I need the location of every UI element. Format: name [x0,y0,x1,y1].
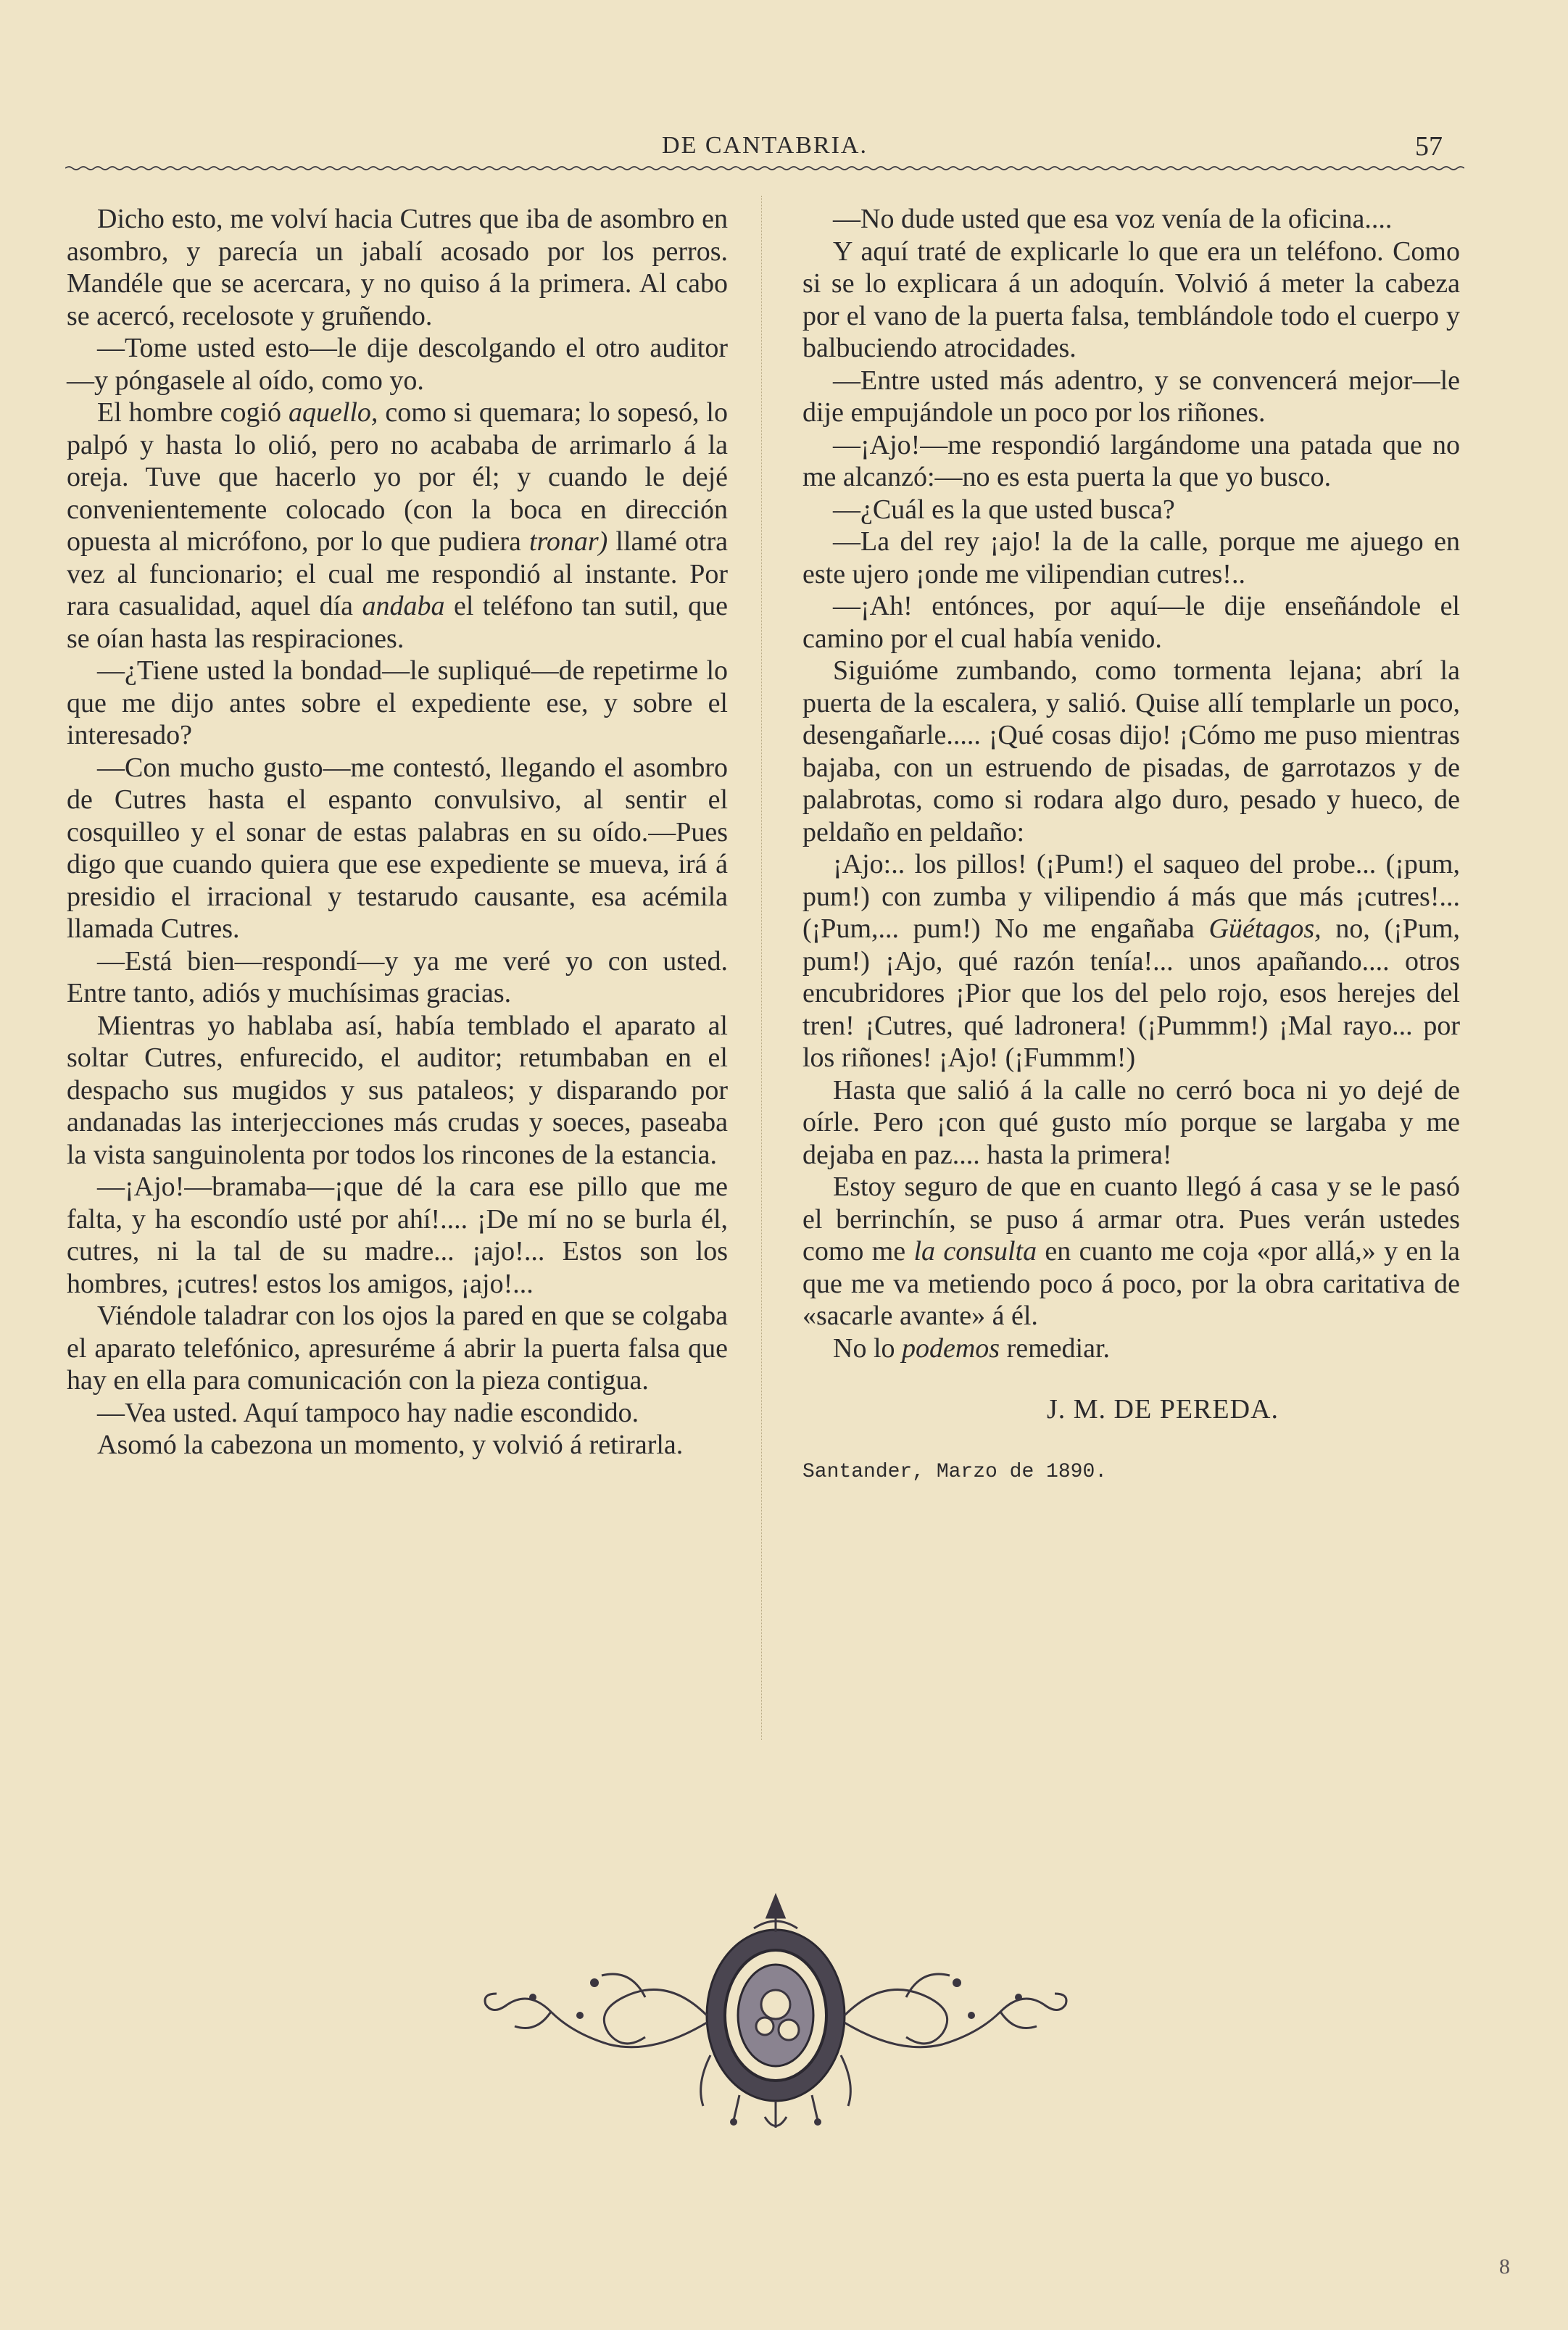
left-column-paragraph: —Tome usted esto—le dije descolgando el otro auditor—y póngasele al oído, como yo. [67,333,728,396]
right-column-paragraph: No lo podemos remediar. [833,1332,1111,1364]
left-column-paragraph: —Está bien—respondí—y ya me veré yo con usted. Entre tanto, adiós y muchísimas gracias. [67,945,728,1008]
right-column [802,203,1460,1488]
left-column-paragraph: Asomó la cabezona un momento, y volvió á retirarla. [97,1430,684,1460]
decorative-ornament-icon [464,1889,1087,2135]
author-signature: J. M. DE PEREDA. [1046,1394,1279,1425]
dateline: Santander, Marzo de 1890. [802,1460,1108,1483]
left-column-paragraph: —Vea usted. Aquí tampoco hay nadie escondido. [97,1397,639,1428]
italic-text: andaba [362,591,445,621]
right-column-paragraph: ¡Ajo:.. los pillos! (¡Pum!) el saqueo del probe... (¡pum, pum!) con zumba y vilipendio á más que más ¡cutres!... (¡Pum,... pum!) No me engañaba Güétagos, no, (¡Pum, pum!) ¡Ajo, qué razón tenía!... unos apañando.... otros encubridores ¡Pior que los del pelo rojo, esos herejes del tren! ¡Cutres, qué ladronera! (¡Pummm!) ¡Mal rayo... por los riñones! ¡Ajo! (¡Fummm!) [802,849,1460,1073]
right-column-paragraph: Y aquí traté de explicarle lo que era un teléfono. Como si se lo explicara á un adoquín. Volvió á meter la cabeza por el vano de la puerta falsa, temblándole todo el cuerpo y balbuciendo atrocidades. [802,236,1460,363]
left-column-paragraph: Mientras yo hablaba así, había temblado el aparato al soltar Cutres, enfurecido, el auditor; retumbaban en el despacho sus mugidos y sus pataleos; y disparando por andanadas las interjecciones más crudas y soeces, paseaba la vista sanguinolenta por todos los rincones de la estancia. [67,1010,728,1170]
left-column [67,203,728,1462]
header-title: DE CANTABRIA. [662,132,868,159]
printer-signature-mark: 8 [1499,2255,1510,2279]
right-column-body [802,203,1460,1364]
right-column-paragraph: —La del rey ¡ajo! la de la calle, porque me ajuego en este ujero ¡onde me vilipendian cutres!.. [802,526,1460,589]
left-column-paragraph: —Con mucho gusto—me contestó, llegando el asombro de Cutres hasta el espanto convulsivo, al sentir el cosquilleo y el sonar de estas palabras en su oído.—Pues digo que cuando quiera que ese expediente se mueva, irá á presidio el irracional y testarudo causante, esa acémila llamada Cutres. [67,752,728,944]
italic-text: la consulta [913,1236,1037,1266]
left-column-paragraph: —¡Ajo!—bramaba—¡que dé la cara ese pillo que me falta, y ha escondío usté por ahí!.... ¡De mí no se burla él, cutres, ni la tal de su madre... ¡ajo!... Estos son los hombres, ¡cutres! estos los amigos, ¡ajo!... [67,1172,728,1299]
italic-text: aquello, [288,397,378,428]
left-column-paragraph: —¿Tiene usted la bondad—le supliqué—de repetirme lo que me dijo antes sobre el expediente ese, y sobre el interesado? [67,655,728,750]
column-divider [761,196,762,1740]
italic-text: tronar) [528,526,608,557]
left-column-paragraph: El hombre cogió aquello, como si quemara; lo sopesó, lo palpó y hasta lo olió, pero no acababa de arrimarlo á la oreja. Tuve que hacerlo yo por él; y cuando le dejé convenientemente colocado (con la boca en dirección opuesta al micrófono, por lo que pudiera tronar) llamé otra vez al funcionario; el cual me respondió al instante. Por rara casualidad, aquel día andaba el teléfono tan sutil, que se oían hasta las respiraciones. [67,397,728,654]
left-column-paragraph: Viéndole taladrar con los ojos la pared en que se colgaba el aparato telefónico, apresuréme á abrir la puerta falsa que hay en ella para comunicación con la pieza contigua. [67,1301,728,1396]
right-column-paragraph: —¿Cuál es la que usted busca? [833,494,1175,525]
right-column-paragraph: —Entre usted más adentro, y se convencerá mejor—le dije empujándole un poco por los riñones. [802,365,1460,428]
italic-text: Güétagos, [1208,913,1322,944]
page-number: 57 [1415,131,1443,162]
right-column-paragraph: Estoy seguro de que en cuanto llegó á casa y se le pasó el berrinchín, se puso á armar otra. Pues verán ustedes como me la consulta en cuanto me coja «por allá,» y en la que me va metiendo poco á poco, por la obra caritativa de «sacarle avante» á él. [802,1172,1461,1331]
right-column-paragraph: —¡Ah! entónces, por aquí—le dije enseñándole el camino por el cual había venido. [802,591,1460,654]
right-column-paragraph: —¡Ajo!—me respondió largándome una patada que no me alcanzó:—no es esta puerta la que yo busco. [802,429,1460,492]
running-header [65,123,1464,174]
right-column-paragraph: Siguióme zumbando, como tormenta lejana; abrí la puerta de la escalera, y salió. Quise allí templarle un poco, desengañarle..... ¡Qué cosas dijo! ¡Cómo me puso mientras bajaba, con un estruendo de pisadas, de garrotazos y de palabrotas, como si rodara algo duro, pesado y hueco, de peldaño en peldaño: [802,655,1460,847]
header-wavy-rule [65,165,1464,171]
right-column-paragraph: —No dude usted que esa voz venía de la oficina.... [833,204,1393,234]
right-column-paragraph: Hasta que salió á la calle no cerró boca ni yo dejé de oírle. Pero ¡con qué gusto mío porque se largaba y me dejaba en paz.... hasta la primera! [802,1074,1460,1170]
left-column-paragraph: Dicho esto, me volví hacia Cutres que iba de asombro en asombro, y parecía un jabalí acosado por los perros. Mandéle que se acercara, y no quiso á la primera. Al cabo se acercó, recelosote y gruñendo. [67,204,728,331]
italic-text: podemos [902,1332,1000,1364]
